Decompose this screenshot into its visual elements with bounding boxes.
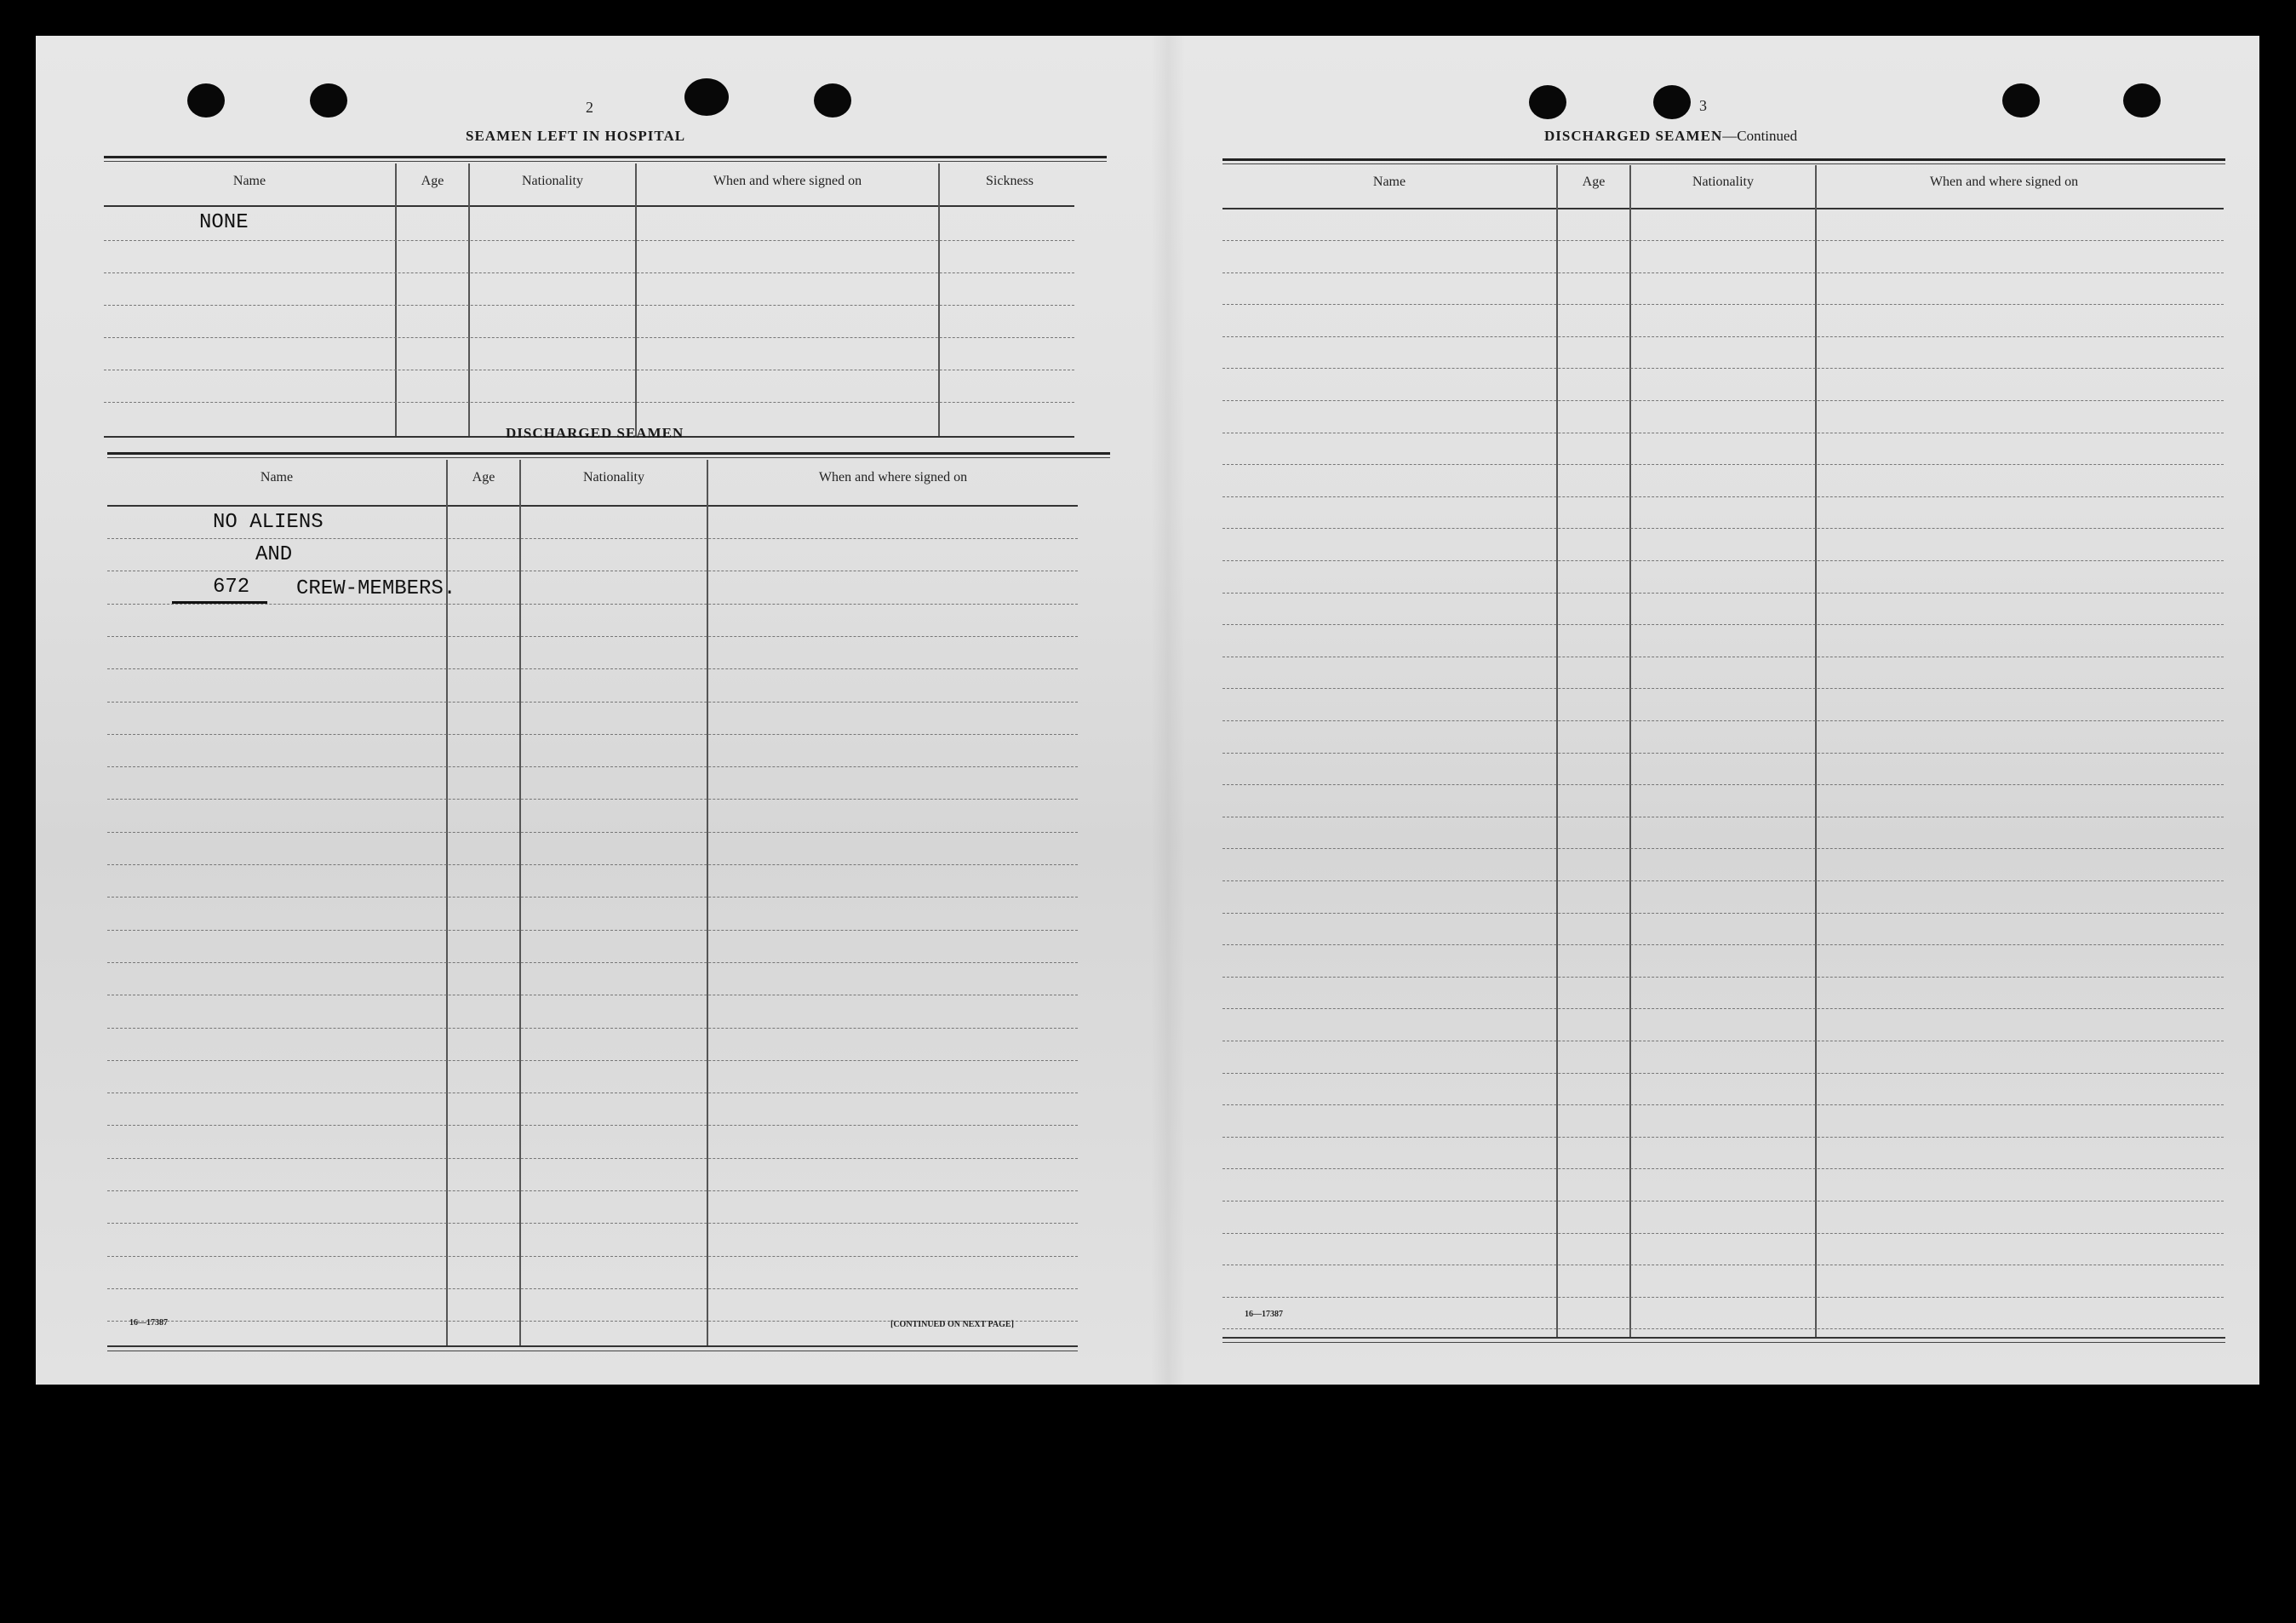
- punch-hole: [814, 83, 851, 118]
- discharged-entry-line2: AND: [255, 543, 293, 566]
- punch-hole: [187, 83, 225, 118]
- document-scan: [36, 36, 2259, 1385]
- discharged-top-rule: [107, 452, 1110, 455]
- row-line: [1222, 1297, 2224, 1298]
- crew-count-underline: [172, 601, 267, 604]
- hospital-col-divider: [395, 163, 397, 438]
- row-line: [1222, 1328, 2224, 1329]
- hospital-col-signed-on: When and where signed on: [713, 174, 862, 188]
- hospital-row-line: [104, 402, 1074, 403]
- hospital-col-divider: [468, 163, 470, 438]
- right-title-main: DISCHARGED SEAMEN: [1544, 128, 1723, 144]
- right-col-divider: [1556, 165, 1558, 1337]
- discharged-col-age: Age: [472, 470, 495, 485]
- row-line: [107, 1060, 1078, 1061]
- hospital-col-name: Name: [232, 174, 266, 188]
- left-page-number: 2: [586, 99, 593, 116]
- continued-note: [CONTINUED ON NEXT PAGE]: [890, 1320, 1014, 1329]
- hospital-col-sickness: Sickness: [986, 174, 1033, 188]
- right-col-age: Age: [1582, 175, 1606, 189]
- page-fold: [1151, 36, 1185, 1385]
- row-line: [1222, 880, 2224, 881]
- punch-hole: [684, 78, 729, 116]
- left-form-number: 16—17387: [129, 1318, 168, 1328]
- right-section-title: [1544, 128, 1797, 145]
- row-line: [1222, 913, 2224, 914]
- row-line: [1222, 784, 2224, 785]
- row-line: [107, 864, 1078, 865]
- row-line: [1222, 753, 2224, 754]
- row-line: [1222, 944, 2224, 945]
- right-header-rule: [1222, 208, 2224, 209]
- row-line: [107, 1158, 1078, 1159]
- right-col-divider: [1815, 165, 1817, 1337]
- hospital-header-rule: [104, 205, 1074, 207]
- discharged-top-rule-2: [107, 457, 1110, 458]
- row-line: [107, 1288, 1078, 1289]
- row-line: [107, 702, 1078, 703]
- right-top-rule: [1222, 158, 2225, 161]
- hospital-col-age: Age: [421, 174, 444, 188]
- hospital-top-rule-2: [104, 161, 1107, 162]
- row-line: [107, 962, 1078, 963]
- row-line: [1222, 368, 2224, 369]
- row-line: [1222, 1008, 2224, 1009]
- row-line: [107, 1256, 1078, 1257]
- discharged-section-title: DISCHARGED SEAMEN: [506, 425, 684, 441]
- hospital-section-title: SEAMEN LEFT IN HOSPITAL: [466, 128, 686, 144]
- row-line: [1222, 1104, 2224, 1105]
- right-top-rule-2: [1222, 163, 2225, 164]
- hospital-row-line: [104, 305, 1074, 306]
- row-line: [1222, 1168, 2224, 1169]
- row-line: [1222, 593, 2224, 594]
- discharged-entry-line1: NO ALIENS: [213, 511, 324, 534]
- row-line: [107, 832, 1078, 833]
- right-col-name: Name: [1372, 175, 1406, 189]
- row-line: [107, 1028, 1078, 1029]
- row-line: [1222, 848, 2224, 849]
- row-line: [1222, 272, 2224, 273]
- hospital-col-divider: [635, 163, 637, 438]
- row-line: [1222, 560, 2224, 561]
- row-line: [1222, 304, 2224, 305]
- row-line: [1222, 1137, 2224, 1138]
- hospital-col-divider: [938, 163, 940, 438]
- row-line: [1222, 688, 2224, 689]
- row-line: [1222, 528, 2224, 529]
- row-line: [1222, 400, 2224, 401]
- discharged-col-signed-on: When and where signed on: [818, 470, 968, 485]
- discharged-bottom-rule: [107, 1345, 1078, 1347]
- discharged-col-name: Name: [260, 470, 294, 485]
- hospital-row-line: [104, 337, 1074, 338]
- row-line: [107, 1223, 1078, 1224]
- right-bottom-rule: [1222, 1337, 2225, 1339]
- row-line: [1222, 464, 2224, 465]
- row-line: [1222, 336, 2224, 337]
- discharged-col-divider: [707, 460, 708, 1345]
- punch-hole: [2123, 83, 2161, 118]
- right-col-signed-on: When and where signed on: [1929, 175, 2079, 189]
- row-line: [107, 766, 1078, 767]
- hospital-col-nationality: Nationality: [522, 174, 583, 188]
- punch-hole: [1529, 85, 1566, 119]
- right-col-divider: [1629, 165, 1631, 1337]
- right-title-suffix: —Continued: [1722, 128, 1798, 144]
- row-line: [1222, 624, 2224, 625]
- row-line: [1222, 496, 2224, 497]
- row-line: [107, 636, 1078, 637]
- row-line: [1222, 720, 2224, 721]
- row-line: [1222, 240, 2224, 241]
- hospital-entry-none: NONE: [199, 211, 249, 234]
- row-line: [107, 668, 1078, 669]
- hospital-top-rule: [104, 156, 1107, 158]
- right-form-number: 16—17387: [1245, 1310, 1283, 1319]
- discharged-col-divider: [519, 460, 521, 1345]
- row-line: [1222, 1073, 2224, 1074]
- row-line: [107, 538, 1078, 539]
- row-line: [107, 897, 1078, 898]
- punch-hole: [310, 83, 347, 118]
- right-page-number: 3: [1699, 97, 1707, 114]
- hospital-row-line: [104, 272, 1074, 273]
- hospital-row-line: [104, 240, 1074, 241]
- right-col-nationality: Nationality: [1692, 175, 1754, 189]
- row-line: [107, 1125, 1078, 1126]
- row-line: [107, 734, 1078, 735]
- punch-hole: [1653, 85, 1691, 119]
- row-line: [107, 1190, 1078, 1191]
- row-line: [107, 930, 1078, 931]
- discharged-header-rule: [107, 505, 1078, 507]
- row-line: [107, 799, 1078, 800]
- punch-hole: [2002, 83, 2040, 118]
- discharged-col-nationality: Nationality: [583, 470, 644, 485]
- crew-count: 672: [213, 576, 250, 599]
- row-line: [1222, 977, 2224, 978]
- row-line: [1222, 1233, 2224, 1234]
- crew-label: CREW-MEMBERS.: [296, 577, 456, 600]
- right-bottom-rule-2: [1222, 1342, 2225, 1343]
